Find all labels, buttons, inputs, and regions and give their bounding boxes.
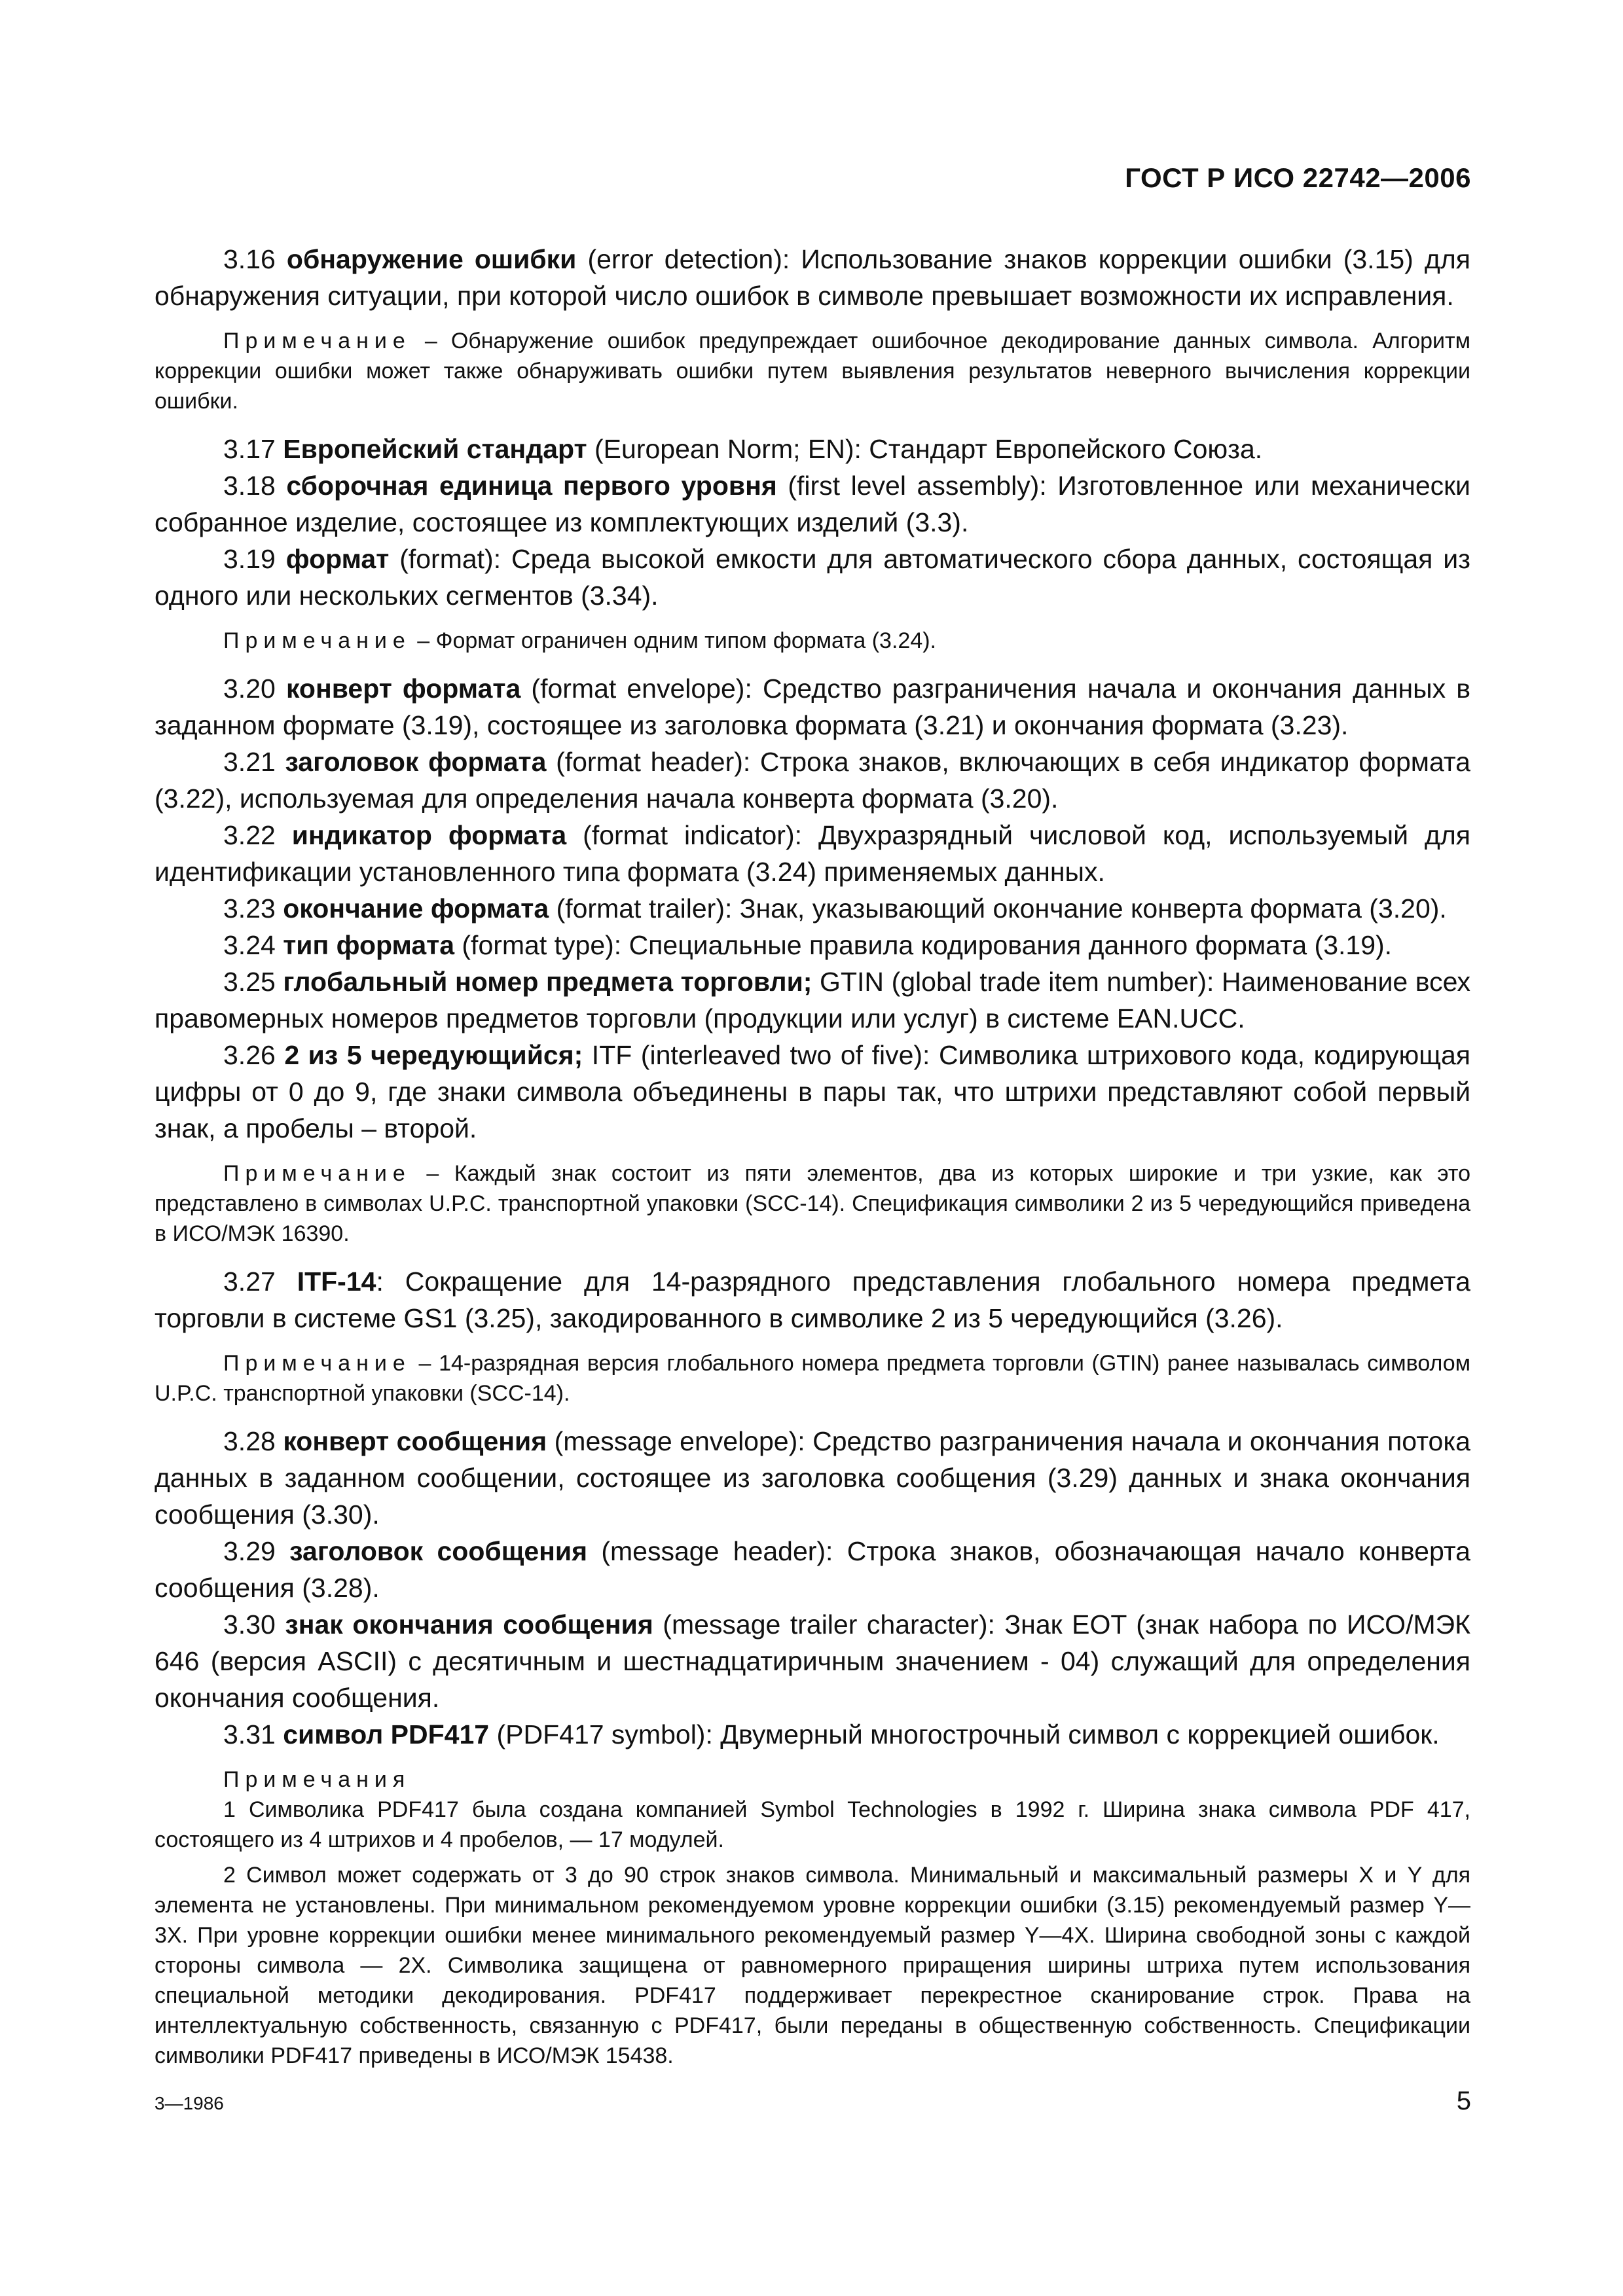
definition-term: сборочная единица первого уровня xyxy=(286,471,777,501)
definition-term: символ PDF417 xyxy=(283,1719,490,1749)
definition-number: 3.20 xyxy=(223,673,276,704)
note-label: Примечание xyxy=(223,1351,411,1376)
definition-text: (format envelope): Средство разграничения начала и окончания данных в заданном формате (3.19), состоящее из заголовка формата (3.21) и окончания формата (3.23). xyxy=(155,673,1470,740)
definition-3-21 xyxy=(155,744,1470,817)
note-text: – Формат ограничен одним типом формата (3.24). xyxy=(410,628,937,653)
definition-number: 3.17 xyxy=(223,434,276,464)
definition-3-29 xyxy=(155,1533,1470,1606)
definition-term: 2 из 5 чередующийся; xyxy=(284,1040,583,1070)
definition-number: 3.29 xyxy=(223,1536,276,1566)
definition-text: ITF (interleaved two of five): Символика штрихового кода, кодирующая цифры от 0 до 9, где знаки символа объединены в пары так, что штрихи представляют собой первый знак, а пробелы – второй. xyxy=(155,1040,1470,1143)
definition-term: формат xyxy=(285,544,390,574)
definition-number: 3.22 xyxy=(223,820,276,850)
note xyxy=(155,626,1470,656)
definition-term: конверт сообщения xyxy=(283,1426,547,1456)
definition-number: 3.25 xyxy=(223,967,276,997)
note-label: Примечание xyxy=(223,329,411,353)
document-body xyxy=(155,241,1470,2076)
note xyxy=(155,1348,1470,1408)
definition-3-26 xyxy=(155,1037,1470,1147)
definition-3-20 xyxy=(155,670,1470,744)
definition-term: заголовок сообщения xyxy=(289,1536,588,1566)
note xyxy=(155,326,1470,416)
definition-text: (PDF417 symbol): Двумерный многострочный символ с коррекцией ошибок. xyxy=(489,1719,1440,1749)
definition-text: : Сокращение для 14-разрядного представления глобального номера предмета торговли в системе GS1 (3.25), закодированного в символике 2 из 5 чередующийся (3.26). xyxy=(155,1266,1470,1333)
definition-3-22 xyxy=(155,817,1470,890)
definition-term: ITF-14 xyxy=(297,1266,376,1297)
definition-3-17 xyxy=(155,431,1470,467)
definition-3-27 xyxy=(155,1263,1470,1336)
definition-term: Европейский стандарт xyxy=(283,434,587,464)
definition-text: (format): Среда высокой емкости для автоматического сбора данных, состоящая из одного или нескольких сегментов (3.34). xyxy=(155,544,1470,611)
definition-number: 3.18 xyxy=(223,471,276,501)
document-header: ГОСТ Р ИСО 22742—2006 xyxy=(1125,162,1471,193)
definition-text: (message envelope): Средство разграничения начала и окончания потока данных в заданном сообщении, состоящее из заголовка сообщения (3.29) данных и знака окончания сообщения (3.30). xyxy=(155,1426,1470,1530)
note-text: – Каждый знак состоит из пяти элементов, два из которых широкие и три узкие, как это представлено в символах U.P.C. транспортной упаковки (SCC-14). Спецификация символики 2 из 5 чередующийся приведена в ИСО/МЭК 16390. xyxy=(155,1161,1470,1246)
definition-term: тип формата xyxy=(283,930,455,960)
definition-term: глобальный номер предмета торговли; xyxy=(283,967,812,997)
definition-text: GTIN (global trade item number): Наименование всех правомерных номеров предметов торговли (продукции или услуг) в системе EAN.UCC. xyxy=(155,967,1470,1033)
definition-term: знак окончания сообщения xyxy=(285,1609,653,1640)
definition-text: (format trailer): Знак, указывающий окончание конверта формата (3.20). xyxy=(549,893,1447,924)
definition-3-24 xyxy=(155,927,1470,963)
definition-3-19 xyxy=(155,541,1470,614)
definition-number: 3.31 xyxy=(223,1719,276,1749)
definition-text: (European Norm; EN): Стандарт Европейского Союза. xyxy=(587,434,1263,464)
definition-term: индикатор формата xyxy=(291,820,567,850)
definition-number: 3.23 xyxy=(223,893,276,924)
definition-number: 3.26 xyxy=(223,1040,276,1070)
definition-number: 3.19 xyxy=(223,544,276,574)
note-text: – 14-разрядная версия глобального номера предмета торговли (GTIN) ранее называлась символом U.P.C. транспортной упаковки (SCC-14). xyxy=(155,1351,1470,1406)
definition-3-23 xyxy=(155,890,1470,927)
note xyxy=(155,1158,1470,1249)
definition-3-30 xyxy=(155,1606,1470,1716)
definition-number: 3.30 xyxy=(223,1609,276,1640)
definition-term: окончание формата xyxy=(283,893,549,924)
definition-text: (format header): Строка знаков, включающих в себя индикатор формата (3.22), используемая для определения начала конверта формата (3.20). xyxy=(155,747,1470,814)
definition-3-28 xyxy=(155,1423,1470,1533)
definition-text: (format indicator): Двухразрядный числовой код, используемый для идентификации установленного типа формата (3.24) применяемых данных. xyxy=(155,820,1470,887)
definition-number: 3.28 xyxy=(223,1426,276,1456)
definition-3-31 xyxy=(155,1716,1470,1753)
definition-3-25 xyxy=(155,963,1470,1037)
note-label: Примечание xyxy=(223,628,411,653)
note-item-2: 2 Символ может содержать от 3 до 90 строк знаков символа. Минимальный и максимальный размеры X и Y для элемента не установлены. При минимальном рекомендуемом уровне коррекции ошибки (3.15) рекомендуемый размер Y—3X. При уровне коррекции ошибки менее минимального рекомендуемый размер Y—4X. Ширина свободной зоны с каждой стороны символа — 2X. Символика защищена от равномерного приращения ширины штриха путем использования специальной методики декодирования. PDF417 поддерживает перекрестное сканирование строк. Права на интеллектуальную собственность, связанную с PDF417, были переданы в общественную собственность. Спецификации символики PDF417 приведены в ИСО/МЭК 15438. xyxy=(155,1863,1470,2068)
definition-term: заголовок формата xyxy=(285,747,547,777)
definition-text: (message header): Строка знаков, обозначающая начало конверта сообщения (3.28). xyxy=(155,1536,1470,1603)
note-text: – Обнаружение ошибок предупреждает ошибочное декодирование данных символа. Алгоритм коррекции ошибки может также обнаруживать ошибки путем выявления результатов неверного вычисления коррекции ошибки. xyxy=(155,329,1470,414)
definition-number: 3.24 xyxy=(223,930,276,960)
footer-code: 3—1986 xyxy=(155,2093,224,2113)
definition-3-18 xyxy=(155,467,1470,541)
definition-text: (message trailer character): Знак EOT (знак набора по ИСО/МЭК 646 (версия ASCII) с десятичным и шестнадцатиричным значением - 04) служащий для определения окончания сообщения. xyxy=(155,1609,1470,1713)
definition-number: 3.16 xyxy=(223,244,276,274)
definition-number: 3.21 xyxy=(223,747,276,777)
notes-title: Примечания xyxy=(223,1767,411,1792)
note-label: Примечание xyxy=(223,1161,411,1186)
definition-text: (first level assembly): Изготовленное или механически собранное изделие, состоящее из комплектующих изделий (3.3). xyxy=(155,471,1470,537)
definition-text: (format type): Специальные правила кодирования данного формата (3.19). xyxy=(454,930,1393,960)
definition-term: обнаружение ошибки xyxy=(286,244,577,274)
note-item-1: 1 Символика PDF417 была создана компанией Symbol Technologies в 1992 г. Ширина знака символа PDF 417, состоящего из 4 штрихов и 4 пробелов, — 17 модулей. xyxy=(155,1797,1470,1852)
definition-number: 3.27 xyxy=(223,1266,276,1297)
definition-text: (error detection): Использование знаков коррекции ошибки (3.15) для обнаружения ситуации, при которой число ошибок в символе превышает возможности их исправления. xyxy=(155,244,1470,311)
definition-term: конверт формата xyxy=(285,673,521,704)
page-number: 5 xyxy=(1456,2087,1471,2115)
definition-3-16 xyxy=(155,241,1470,314)
